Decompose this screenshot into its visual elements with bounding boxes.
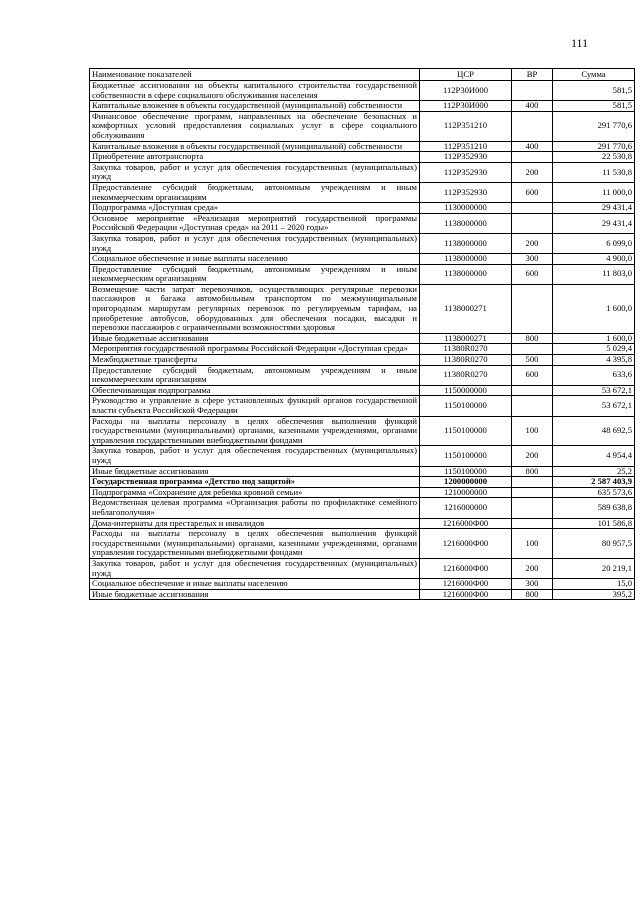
table-row	[90, 101, 635, 112]
row-vr-cell: 800	[512, 333, 553, 344]
page-number: 111	[571, 36, 589, 50]
table-row	[90, 487, 635, 498]
row-name-cell: Иные бюджетные ассигнования	[90, 466, 420, 477]
row-vr-cell	[512, 477, 553, 488]
row-csr-cell: 112Р352930	[420, 152, 512, 163]
table-body	[90, 81, 635, 600]
row-name-cell: Закупка товаров, работ и услуг для обеспечения государственных (муниципальных) нужд	[90, 162, 420, 182]
row-csr-cell: 1216000000	[420, 498, 512, 518]
row-vr-cell	[512, 203, 553, 214]
row-csr-cell: 1216000Ф00	[420, 529, 512, 559]
row-csr-cell: 112Р30И000	[420, 81, 512, 101]
row-vr-cell	[512, 152, 553, 163]
header-csr: ЦСР	[420, 69, 512, 81]
budget-table	[89, 68, 635, 600]
row-sum-cell: 15,0	[553, 579, 635, 590]
row-vr-cell	[512, 213, 553, 233]
row-name-cell: Руководство и управление в сфере установленных функций органов государственной власти субъекта Российской Федерации	[90, 396, 420, 416]
table-row	[90, 416, 635, 446]
table-row	[90, 254, 635, 265]
row-sum-cell: 5 029,4	[553, 344, 635, 355]
header-sum: Сумма	[553, 69, 635, 81]
table-row	[90, 498, 635, 518]
row-csr-cell: 1138000000	[420, 264, 512, 284]
row-sum-cell: 4 900,0	[553, 254, 635, 265]
table-row	[90, 529, 635, 559]
table-row	[90, 162, 635, 182]
row-name-cell: Приобретение автотранспорта	[90, 152, 420, 163]
row-sum-cell: 53 672,1	[553, 385, 635, 396]
row-sum-cell: 48 692,5	[553, 416, 635, 446]
row-sum-cell: 633,6	[553, 365, 635, 385]
table-row	[90, 355, 635, 366]
row-name-cell: Закупка товаров, работ и услуг для обеспечения государственных (муниципальных) нужд	[90, 233, 420, 253]
table-header-row	[90, 69, 635, 81]
table-row	[90, 152, 635, 163]
row-vr-cell: 200	[512, 162, 553, 182]
table-row	[90, 589, 635, 600]
row-csr-cell: 11380R0270	[420, 344, 512, 355]
row-name-cell: Подпрограмма «Сохранение для ребенка кровной семьи»	[90, 487, 420, 498]
table-row	[90, 182, 635, 202]
table-row	[90, 213, 635, 233]
row-csr-cell: 112Р351210	[420, 111, 512, 141]
table-row	[90, 81, 635, 101]
row-vr-cell: 600	[512, 182, 553, 202]
row-csr-cell: 11380R0270	[420, 355, 512, 366]
row-sum-cell: 4 395,8	[553, 355, 635, 366]
row-name-cell: Межбюджетные трансферты	[90, 355, 420, 366]
row-sum-cell: 29 431,4	[553, 213, 635, 233]
row-csr-cell: 11380R0270	[420, 365, 512, 385]
table-row	[90, 344, 635, 355]
row-name-cell: Финансовое обеспечение программ, направленных на обеспечение безопасных и комфортных условий предоставления социальных услуг в сфере социального обслуживания	[90, 111, 420, 141]
row-name-cell: Расходы на выплаты персоналу в целях обеспечения выполнения функций государственными (муниципальными) органами, казенными учреждениями, органами управления государственными внебюджетными фондами	[90, 416, 420, 446]
row-sum-cell: 80 957,5	[553, 529, 635, 559]
row-sum-cell: 6 099,0	[553, 233, 635, 253]
table-row	[90, 477, 635, 488]
row-vr-cell: 400	[512, 101, 553, 112]
row-name-cell: Иные бюджетные ассигнования	[90, 333, 420, 344]
row-csr-cell: 1150100000	[420, 396, 512, 416]
table-row	[90, 518, 635, 529]
table-row	[90, 466, 635, 477]
row-vr-cell	[512, 111, 553, 141]
row-sum-cell: 53 672,1	[553, 396, 635, 416]
row-sum-cell: 25,2	[553, 466, 635, 477]
table-row	[90, 333, 635, 344]
row-vr-cell	[512, 396, 553, 416]
row-sum-cell: 20 219,1	[553, 558, 635, 578]
row-sum-cell: 2 587 403,9	[553, 477, 635, 488]
table-row	[90, 233, 635, 253]
row-csr-cell: 112Р352930	[420, 182, 512, 202]
row-sum-cell: 581,5	[553, 81, 635, 101]
table-row	[90, 365, 635, 385]
table-row	[90, 203, 635, 214]
row-vr-cell	[512, 487, 553, 498]
row-vr-cell: 800	[512, 589, 553, 600]
row-vr-cell: 300	[512, 254, 553, 265]
row-name-cell: Возмещение части затрат перевозчиков, осуществляющих регулярные перевозки пассажиров и багажа автомобильным транспортом по межмуниципальным пригородным маршрутам регулярных перевозок по регулируемым тарифам, на приобретение автобусов, оборудованных для обеспечения посадки, высадки и перевозки пассажиров с ограниченными возможностями здоровья	[90, 284, 420, 333]
row-name-cell: Обеспечивающая подпрограмма	[90, 385, 420, 396]
row-vr-cell	[512, 284, 553, 333]
table-row	[90, 579, 635, 590]
row-csr-cell: 1216000Ф00	[420, 518, 512, 529]
row-vr-cell	[512, 81, 553, 101]
row-name-cell: Дома-интернаты для престарелых и инвалидов	[90, 518, 420, 529]
table-row	[90, 141, 635, 152]
table-row	[90, 446, 635, 466]
row-vr-cell: 600	[512, 264, 553, 284]
row-sum-cell: 635 573,6	[553, 487, 635, 498]
row-vr-cell: 200	[512, 233, 553, 253]
row-vr-cell	[512, 385, 553, 396]
header-vr: ВР	[512, 69, 553, 81]
row-csr-cell: 1216000Ф00	[420, 579, 512, 590]
row-name-cell: Капитальные вложения в объекты государственной (муниципальной) собственности	[90, 101, 420, 112]
row-name-cell: Мероприятия государственной программы Российской Федерации «Доступная среда»	[90, 344, 420, 355]
row-sum-cell: 1 600,0	[553, 333, 635, 344]
row-name-cell: Подпрограмма «Доступная среда»	[90, 203, 420, 214]
row-name-cell: Бюджетные ассигнования на объекты капитального строительства государственной собственности в сфере социального обслуживания населения	[90, 81, 420, 101]
row-sum-cell: 11 530,8	[553, 162, 635, 182]
row-sum-cell: 291 770,6	[553, 111, 635, 141]
row-name-cell: Расходы на выплаты персоналу в целях обеспечения выполнения функций государственными (муниципальными) органами, казенными учреждениями, органами управления государственными внебюджетными фондами	[90, 529, 420, 559]
row-csr-cell: 1138000000	[420, 254, 512, 265]
row-csr-cell: 1216000Ф00	[420, 589, 512, 600]
row-sum-cell: 11 000,0	[553, 182, 635, 202]
row-csr-cell: 1150000000	[420, 385, 512, 396]
row-csr-cell: 1138000000	[420, 233, 512, 253]
row-sum-cell: 1 600,0	[553, 284, 635, 333]
row-sum-cell: 29 431,4	[553, 203, 635, 214]
row-vr-cell: 400	[512, 141, 553, 152]
row-name-cell: Социальное обеспечение и иные выплаты населению	[90, 579, 420, 590]
row-name-cell: Социальное обеспечение и иные выплаты населению	[90, 254, 420, 265]
header-name: Наименование показателей	[90, 69, 420, 81]
row-sum-cell: 589 638,8	[553, 498, 635, 518]
row-vr-cell: 200	[512, 558, 553, 578]
row-name-cell: Предоставление субсидий бюджетным, автономным учреждениям и иным некоммерческим организациям	[90, 264, 420, 284]
row-csr-cell: 1138000000	[420, 213, 512, 233]
row-name-cell: Закупка товаров, работ и услуг для обеспечения государственных (муниципальных) нужд	[90, 558, 420, 578]
table-row	[90, 111, 635, 141]
row-sum-cell: 22 530,8	[553, 152, 635, 163]
row-vr-cell: 800	[512, 466, 553, 477]
table-row	[90, 396, 635, 416]
row-csr-cell: 1130000000	[420, 203, 512, 214]
row-csr-cell: 112Р352930	[420, 162, 512, 182]
row-csr-cell: 1150100000	[420, 466, 512, 477]
row-csr-cell: 1150100000	[420, 446, 512, 466]
row-name-cell: Ведомственная целевая программа «Организация работы по профилактике семейного неблагополучия»	[90, 498, 420, 518]
row-sum-cell: 291 770,6	[553, 141, 635, 152]
row-name-cell: Предоставление субсидий бюджетным, автономным учреждениям и иным некоммерческим организациям	[90, 365, 420, 385]
row-sum-cell: 11 803,0	[553, 264, 635, 284]
row-vr-cell: 300	[512, 579, 553, 590]
row-sum-cell: 4 954,4	[553, 446, 635, 466]
row-csr-cell: 1200000000	[420, 477, 512, 488]
row-csr-cell: 1216000Ф00	[420, 558, 512, 578]
row-sum-cell: 101 586,8	[553, 518, 635, 529]
row-vr-cell: 500	[512, 355, 553, 366]
table-row	[90, 385, 635, 396]
row-vr-cell: 600	[512, 365, 553, 385]
row-vr-cell	[512, 518, 553, 529]
row-csr-cell: 112Р30И000	[420, 101, 512, 112]
table-row	[90, 264, 635, 284]
row-name-cell: Иные бюджетные ассигнования	[90, 589, 420, 600]
row-name-cell: Закупка товаров, работ и услуг для обеспечения государственных (муниципальных) нужд	[90, 446, 420, 466]
row-csr-cell: 1138000271	[420, 333, 512, 344]
row-name-cell: Капитальные вложения в объекты государственной (муниципальной) собственности	[90, 141, 420, 152]
row-csr-cell: 1210000000	[420, 487, 512, 498]
row-vr-cell	[512, 498, 553, 518]
row-sum-cell: 581,5	[553, 101, 635, 112]
row-vr-cell	[512, 344, 553, 355]
row-vr-cell: 100	[512, 416, 553, 446]
row-name-cell: Государственная программа «Детство под защитой»	[90, 477, 420, 488]
row-name-cell: Основное мероприятие «Реализация мероприятий государственной программы Российской Федерации «Доступная среда» на 2011 – 2020 годы»	[90, 213, 420, 233]
row-vr-cell: 200	[512, 446, 553, 466]
row-csr-cell: 1138000271	[420, 284, 512, 333]
row-name-cell: Предоставление субсидий бюджетным, автономным учреждениям и иным некоммерческим организациям	[90, 182, 420, 202]
table-row	[90, 558, 635, 578]
row-csr-cell: 112Р351210	[420, 141, 512, 152]
row-sum-cell: 395,2	[553, 589, 635, 600]
table-row	[90, 284, 635, 333]
row-csr-cell: 1150100000	[420, 416, 512, 446]
row-vr-cell: 100	[512, 529, 553, 559]
